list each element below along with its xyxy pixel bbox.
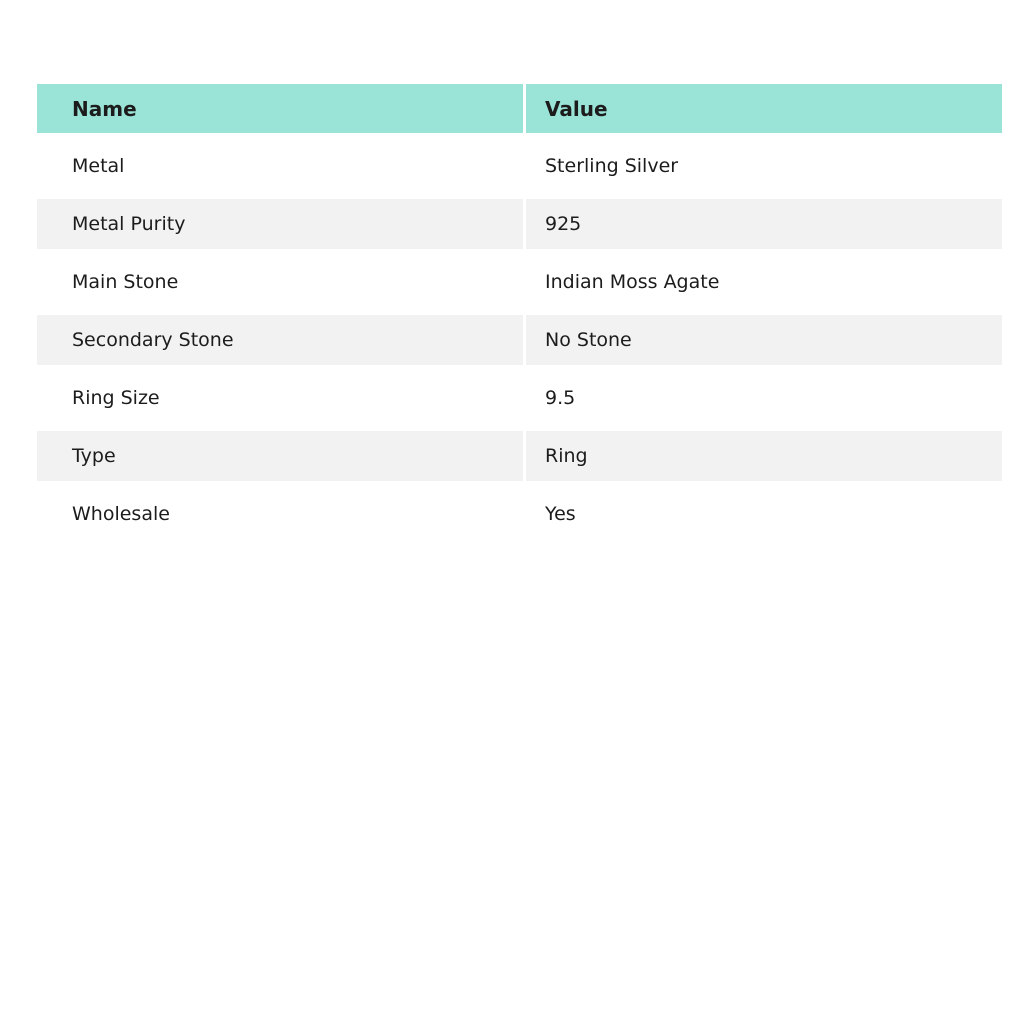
spec-value: Indian Moss Agate bbox=[545, 271, 720, 293]
product-spec-table bbox=[37, 84, 1002, 539]
spec-value: Ring bbox=[526, 431, 1002, 481]
column-header-value: Value bbox=[526, 84, 1002, 133]
spec-value: No Stone bbox=[526, 315, 1002, 365]
column-header-name: Name bbox=[37, 84, 523, 133]
spec-name: Secondary Stone bbox=[37, 315, 523, 365]
spec-value: 925 bbox=[526, 199, 1002, 249]
spec-name: Main Stone bbox=[72, 271, 179, 293]
spec-name: Metal Purity bbox=[37, 199, 523, 249]
spec-value: Sterling Silver bbox=[545, 155, 679, 177]
spec-name: Wholesale bbox=[72, 503, 170, 525]
spec-name: Ring Size bbox=[72, 387, 160, 409]
spec-name: Metal bbox=[72, 155, 125, 177]
spec-value: Yes bbox=[545, 503, 576, 525]
spec-value: 9.5 bbox=[545, 387, 576, 409]
spec-name: Type bbox=[37, 431, 523, 481]
